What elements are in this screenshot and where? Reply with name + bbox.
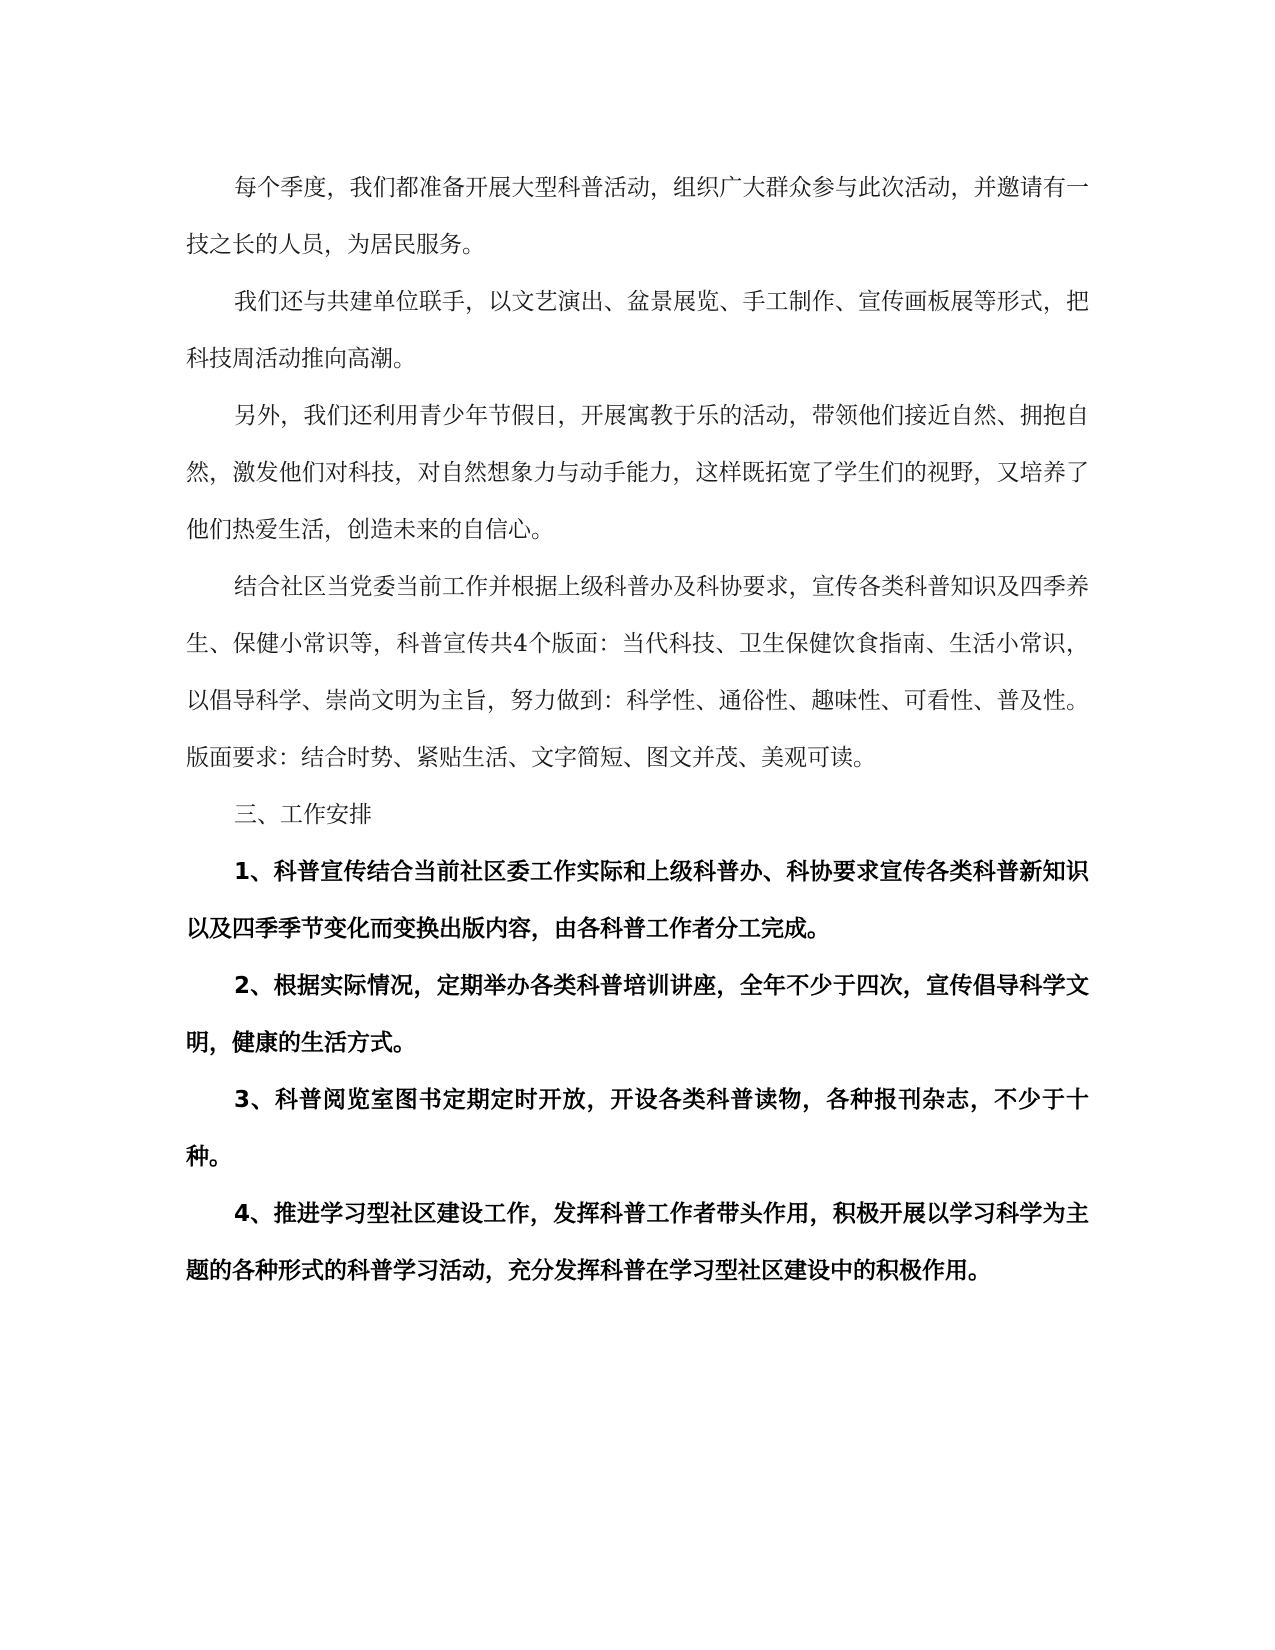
work-item-1: 1、科普宣传结合当前社区委工作实际和上级科普办、科协要求宣传各类科普新知识以及四季季节变化而变换出版内容，由各科普工作者分工完成。	[186, 859, 1089, 942]
section-heading-work-arrangement: 三、工作安排	[234, 802, 372, 828]
work-item-4: 4、推进学习型社区建设工作，发挥科普工作者带头作用，积极开展以学习科学为主题的各种形式的科普学习活动，充分发挥科普在学习型社区建设中的积极作用。	[186, 1201, 1089, 1284]
paragraph-science-activities: 每个季度，我们都准备开展大型科普活动，组织广大群众参与此次活动，并邀请有一技之长的人员，为居民服务。	[186, 175, 1089, 258]
paragraph-joint-units: 我们还与共建单位联手，以文艺演出、盆景展览、手工制作、宣传画板展等形式，把科技周活动推向高潮。	[186, 289, 1089, 372]
document-body	[186, 160, 1089, 1300]
work-item-2: 2、根据实际情况，定期举办各类科普培训讲座，全年不少于四次，宣传倡导科学文明，健康的生活方式。	[186, 973, 1089, 1056]
work-item-3: 3、科普阅览室图书定期定时开放，开设各类科普读物，各种报刊杂志，不少于十种。	[186, 1087, 1089, 1170]
paragraph-publicity-boards: 结合社区当党委当前工作并根据上级科普办及科协要求，宣传各类科普知识及四季养生、保健小常识等，科普宣传共4个版面：当代科技、卫生保健饮食指南、生活小常识，以倡导科学、崇尚文明为主旨，努力做到：科学性、通俗性、趣味性、可看性、普及性。版面要求：结合时势、紧贴生活、文字简短、图文并茂、美观可读。	[186, 574, 1089, 771]
paragraph-youth-holidays: 另外，我们还利用青少年节假日，开展寓教于乐的活动，带领他们接近自然、拥抱自然，激发他们对科技，对自然想象力与动手能力，这样既拓宽了学生们的视野，又培养了他们热爱生活，创造未来的自信心。	[186, 403, 1089, 543]
